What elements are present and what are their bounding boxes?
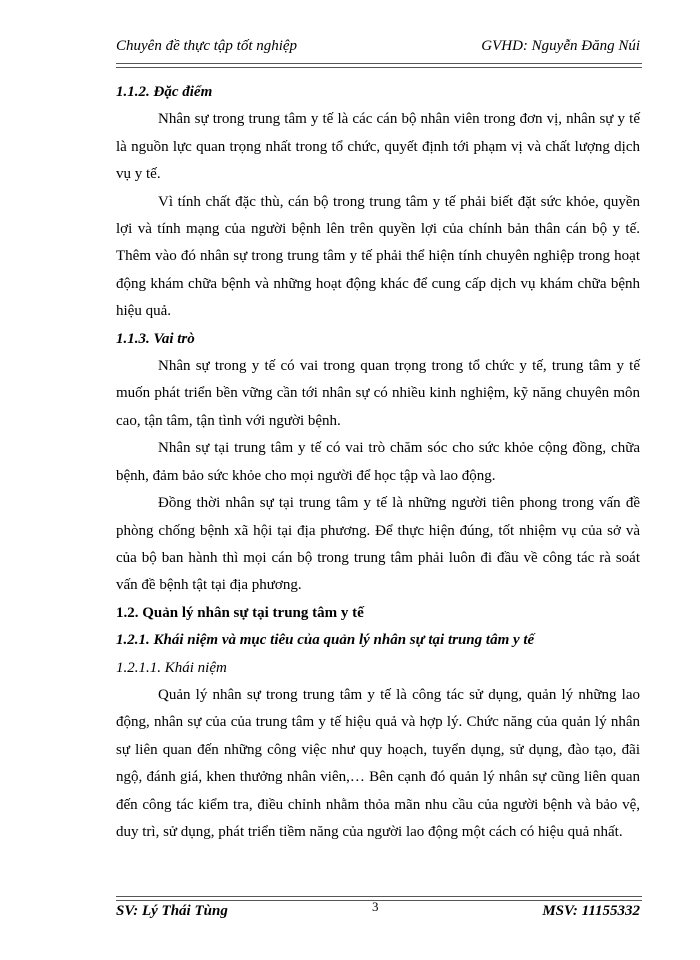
- page-header: [116, 38, 640, 60]
- header-advisor: GVHD: Nguyễn Đăng Núi: [481, 38, 640, 54]
- page-body: [116, 79, 640, 846]
- paragraph: Quản lý nhân sự trong trung tâm y tế là công tác sử dụng, quản lý những lao động, nhân sự của của trung tâm y tế hiệu quả và hợp lý. Chức năng của quản lý nhân sự liên quan đến những công việc như quy hoạch, tuyển dụng, sử dụng, đào tạo, đãi ngộ, đánh giá, khen thưởng nhân viên,… Bên cạnh đó quản lý nhân sự cũng liên quan đến công tác kiểm tra, điều chỉnh nhằm thỏa mãn nhu cầu của người bệnh và bảo vệ, duy trì, sử dụng, phát triển tiềm năng của người lao động một cách có hiệu quả nhất.: [116, 686, 640, 840]
- paragraph: Nhân sự trong y tế có vai trong quan trọng trong tổ chức y tế, trung tâm y tế muốn phát triển bền vững cần tới nhân sự có nhiều kinh nghiệm, kỹ năng chuyên môn cao, tận tâm, tận tình với người bệnh.: [116, 358, 640, 429]
- footer-student-id: MSV: 11155332: [542, 903, 640, 919]
- header-rule-thin: [116, 67, 642, 68]
- header-rule: [116, 63, 642, 64]
- footer-student: SV: Lý Thái Tùng: [116, 903, 228, 919]
- paragraph: Nhân sự trong trung tâm y tế là các cán bộ nhân viên trong đơn vị, nhân sự y tế là nguồn lực quan trọng nhất trong tổ chức, quyết định tới phạm vị và chất lượng dịch vụ y tế.: [116, 111, 640, 183]
- heading-1-1-3: 1.1.3. Vai trò: [116, 330, 195, 347]
- heading-1-2: 1.2. Quản lý nhân sự tại trung tâm y tế: [116, 604, 364, 621]
- footer-rule: [116, 900, 642, 901]
- heading-1-1-2: 1.1.2. Đặc điểm: [116, 84, 213, 100]
- heading-1-2-1-1: 1.2.1.1. Khái niệm: [116, 659, 227, 676]
- header-title: Chuyên đề thực tập tốt nghiệp: [116, 38, 298, 54]
- footer-rule-thin: [116, 896, 642, 897]
- page-footer: [116, 899, 640, 925]
- paragraph: Nhân sự tại trung tâm y tế có vai trò chăm sóc cho sức khỏe cộng đồng, chữa bệnh, đảm bảo sức khỏe cho mọi người để học tập và lao động.: [116, 440, 640, 484]
- page-number: 3: [372, 899, 379, 914]
- paragraph: Vì tính chất đặc thù, cán bộ trong trung tâm y tế phải biết đặt sức khỏe, quyền lợi và tính mạng của người bệnh lên trên quyền lợi của chính bản thân cán bộ y tế. Thêm vào đó nhân sự trong trung tâm y tế phải thể hiện tính chuyên nghiệp trong hoạt động khám chữa bệnh và những hoạt động khác để cung cấp dịch vụ khám chữa bệnh hiệu quả.: [116, 193, 640, 320]
- heading-1-2-1: 1.2.1. Khái niệm và mục tiêu của quản lý nhân sự tại trung tâm y tế: [116, 632, 535, 649]
- paragraph: Đồng thời nhân sự tại trung tâm y tế là những người tiên phong trong vấn đề phòng chống bệnh xã hội tại địa phương. Để thực hiện đúng, tốt nhiệm vụ của sở và của bộ ban hành thì mọi cán bộ trong trung tâm phải luôn đi đầu về công tác rà soát vấn đề bệnh tật tại địa phương.: [116, 495, 640, 594]
